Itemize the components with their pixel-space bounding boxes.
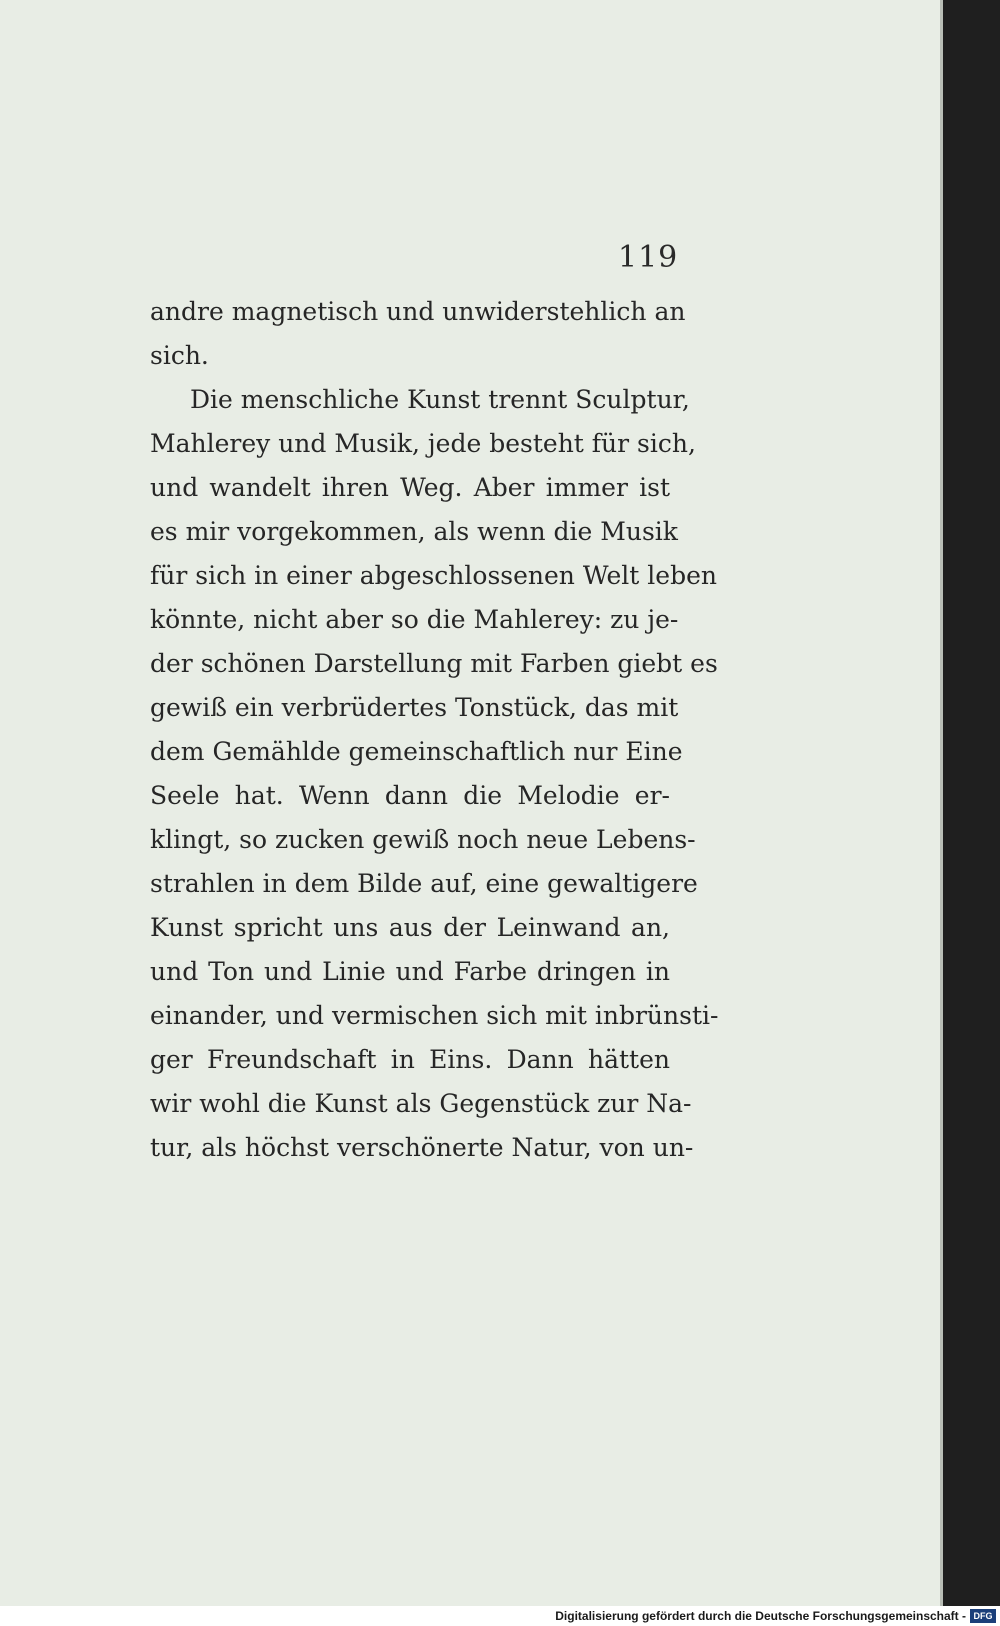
funding-credit: Digitalisierung gefördert durch die Deutsche Forschungsgemeinschaft - [555, 1609, 966, 1623]
text-line: Die menschliche Kunst trennt Sculptur, [190, 385, 690, 414]
text-line: dem Gemählde gemeinschaftlich nur Eine [150, 737, 683, 766]
text-line: und Ton und Linie und Farbe dringen in [150, 957, 670, 986]
text-line: Kunst spricht uns aus der Leinwand an, [150, 913, 670, 942]
text-line: tur, als höchst verschönerte Natur, von un- [150, 1133, 694, 1162]
text-line: gewiß ein verbrüdertes Tonstück, das mit [150, 693, 679, 722]
text-line: wir wohl die Kunst als Gegenstück zur Na- [150, 1089, 692, 1118]
text-line: der schönen Darstellung mit Farben giebt es [150, 649, 718, 678]
scan-dark-margin [943, 0, 1000, 1606]
text-line: und wandelt ihren Weg. Aber immer ist [150, 473, 670, 502]
text-line: für sich in einer abgeschlossenen Welt leben [150, 561, 717, 590]
text-line: Mahlerey und Musik, jede besteht für sich, [150, 429, 696, 458]
text-line: Seele hat. Wenn dann die Melodie er- [150, 781, 670, 810]
text-line: sich. [150, 341, 209, 370]
text-line: klingt, so zucken gewiß noch neue Lebens- [150, 825, 696, 854]
text-line: einander, und vermischen sich mit inbrünsti- [150, 1001, 719, 1030]
text-line: andre magnetisch und unwiderstehlich an [150, 297, 686, 326]
dfg-logo: DFG [970, 1609, 996, 1623]
text-line: könnte, nicht aber so die Mahlerey: zu je- [150, 605, 679, 634]
page-number: 119 [618, 240, 679, 275]
text-line: es mir vorgekommen, als wenn die Musik [150, 517, 678, 546]
text-line: ger Freundschaft in Eins. Dann hätten [150, 1045, 670, 1074]
text-line: strahlen in dem Bilde auf, eine gewaltigere [150, 869, 698, 898]
